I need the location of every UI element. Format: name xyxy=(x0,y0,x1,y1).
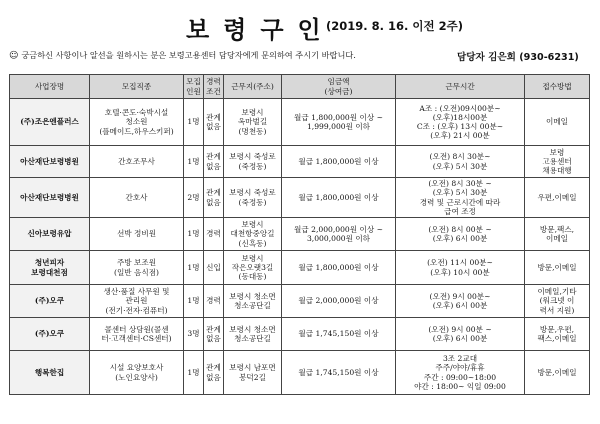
cell-method: 방문,우편, 팩스,이메일 xyxy=(525,318,590,351)
table-row xyxy=(10,146,590,178)
cell-wage: 월급 1,800,000원 이상 xyxy=(282,146,396,178)
table-row xyxy=(10,351,590,395)
table-row xyxy=(10,99,590,146)
cell-company: 청년피자 보령대천점 xyxy=(10,251,90,285)
cell-wage: 월급 2,000,000원 이상 ~ 3,000,000원 이하 xyxy=(282,218,396,251)
header-location: 근무지(주소) xyxy=(224,75,282,99)
cell-career: 관계 없음 xyxy=(204,178,224,218)
cell-location: 보령시 남포면 봉덕2길 xyxy=(224,351,282,395)
cell-hours: 3조 2교대 주주/야야/휴휴 주간 : 09:00~18:00 야간 : 18:00~ 익일 09:00 xyxy=(396,351,525,395)
cell-job: 호텔·콘도·숙박시설 청소원 (플메이드,하우스키퍼) xyxy=(90,99,184,146)
cell-count: 1명 xyxy=(184,285,204,318)
cell-job: 간호조무사 xyxy=(90,146,184,178)
header-method: 접수방법 xyxy=(525,75,590,99)
cell-hours: (오전) 8시 30분~ (오후) 5시 30분 xyxy=(396,146,525,178)
table-row xyxy=(10,318,590,351)
table-row xyxy=(10,218,590,251)
cell-company: (주)오쿠 xyxy=(10,285,90,318)
cell-wage: 월급 1,745,150원 이상 xyxy=(282,351,396,395)
cell-method: 이메일 xyxy=(525,99,590,146)
table-header-row xyxy=(10,75,590,99)
cell-method: 방문,이메일 xyxy=(525,251,590,285)
header-hours: 근무시간 xyxy=(396,75,525,99)
cell-job: 생산·품질 사무원 및 관리원 (전기·전자·컴퓨터) xyxy=(90,285,184,318)
cell-location: 보령시 작은오랫3길 (동대동) xyxy=(224,251,282,285)
cell-count: 2명 xyxy=(184,178,204,218)
cell-count: 1명 xyxy=(184,218,204,251)
cell-hours: (오전) 9시 00분~ (오후) 6시 00분 xyxy=(396,285,525,318)
cell-job: 주방 보조원 (일반 음식점) xyxy=(90,251,184,285)
title-date: (2019. 8. 16. 이전 2주) xyxy=(326,19,463,33)
cell-career: 관계 없음 xyxy=(204,351,224,395)
header-wage: 임금액 (상여금) xyxy=(282,75,396,99)
cell-company: 아산재단보령병원 xyxy=(10,178,90,218)
cell-company: (주)조은엔플러스 xyxy=(10,99,90,146)
table-row xyxy=(10,251,590,285)
cell-count: 1명 xyxy=(184,146,204,178)
cell-count: 1명 xyxy=(184,351,204,395)
cell-count: 3명 xyxy=(184,318,204,351)
cell-hours: (오전) 8시 30분 ~ (오후) 5시 30분 경력 및 근로시간에 따라 급여 조정 xyxy=(396,178,525,218)
cell-company: (주)오쿠 xyxy=(10,318,90,351)
notice-text: 궁금하신 사항이나 알선을 원하시는 분은 보령고용센터 담당자에게 문의하여 주시기 바랍니다. xyxy=(21,50,356,60)
header-count: 모집 인원 xyxy=(184,75,204,99)
page-title: 보령구인 xyxy=(186,16,335,44)
cell-job: 콜센터 상담원(콜센 터·고객센터·CS센터) xyxy=(90,318,184,351)
cell-location: 보령시 죽성로 (죽정동) xyxy=(224,178,282,218)
header-job: 모집직종 xyxy=(90,75,184,99)
cell-wage: 월급 2,000,000원 이상 xyxy=(282,285,396,318)
cell-method: 보령 고용센터 채용대행 xyxy=(525,146,590,178)
cell-location: 보령시 대천항중앙길 (신흑동) xyxy=(224,218,282,251)
cell-method: 이메일,기타 (워크넷 이 력서 지원) xyxy=(525,285,590,318)
header-career: 경력 조건 xyxy=(204,75,224,99)
cell-method: 방문,팩스, 이메일 xyxy=(525,218,590,251)
info-row xyxy=(9,50,594,66)
cell-company: 아산재단보령병원 xyxy=(10,146,90,178)
cell-career: 관계 없음 xyxy=(204,99,224,146)
cell-wage: 월급 1,800,000원 이상 xyxy=(282,251,396,285)
cell-method: 방문,이메일 xyxy=(525,351,590,395)
cell-hours: (오전) 9시 00분 ~ (오후) 6시 00분 xyxy=(396,318,525,351)
title-row xyxy=(0,10,600,44)
cell-location: 보령시 죽성로 (죽정동) xyxy=(224,146,282,178)
cell-count: 1명 xyxy=(184,251,204,285)
cell-job: 간호사 xyxy=(90,178,184,218)
cell-company: 행복한집 xyxy=(10,351,90,395)
cell-count: 1명 xyxy=(184,99,204,146)
cell-method: 우편,이메일 xyxy=(525,178,590,218)
cell-career: 경력 xyxy=(204,285,224,318)
cell-location: 보령시 청소면 청소공단길 xyxy=(224,285,282,318)
cell-wage: 월급 1,745,150원 이상 xyxy=(282,318,396,351)
cell-career: 경력 xyxy=(204,218,224,251)
cell-hours: (오전) 11시 00분~ (오후) 10시 00분 xyxy=(396,251,525,285)
cell-wage: 월급 1,800,000원 이상 xyxy=(282,178,396,218)
table-row xyxy=(10,178,590,218)
table-row xyxy=(10,285,590,318)
cell-career: 관계 없음 xyxy=(204,146,224,178)
cell-wage: 월급 1,800,000원 이상 ~ 1,999,000원 이하 xyxy=(282,99,396,146)
cell-career: 신입 xyxy=(204,251,224,285)
cell-career: 관계 없음 xyxy=(204,318,224,351)
cell-location: 보령시 옥마벌길 (명천동) xyxy=(224,99,282,146)
header-company: 사업장명 xyxy=(10,75,90,99)
cell-location: 보령시 청소면 청소공단길 xyxy=(224,318,282,351)
job-table xyxy=(9,74,590,395)
smile-icon: ☺ xyxy=(9,51,19,61)
cell-company: 신아보령유압 xyxy=(10,218,90,251)
cell-hours: (오전) 8시 00분 ~ (오후) 6시 00분 xyxy=(396,218,525,251)
contact-text: 담당자 김은희 (930-6231) xyxy=(457,52,579,63)
cell-job: 선박 정비원 xyxy=(90,218,184,251)
cell-job: 시설 요양보호사 (노인요양사) xyxy=(90,351,184,395)
cell-hours: A조 : (오전)09시00분~ (오후)18시00분 C조 : (오후) 13시 00분~ (오후) 21시 00분 xyxy=(396,99,525,146)
